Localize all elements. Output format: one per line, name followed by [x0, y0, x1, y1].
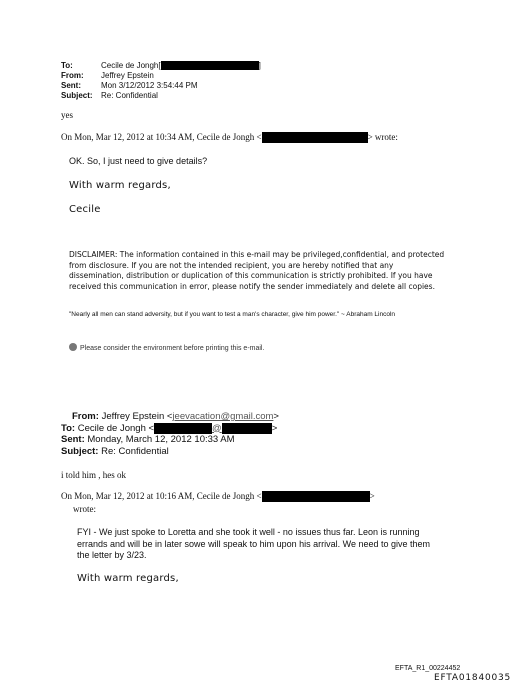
fwd-from-end: >	[273, 411, 279, 422]
fwd-from-email[interactable]: jeevacation@gmail.com	[172, 411, 274, 422]
subject-label: Subject:	[61, 91, 93, 100]
fwd-to-end: >	[271, 422, 278, 434]
quote-header-start: On Mon, Mar 12, 2012 at 10:16 AM, Cecile de Jongh <	[61, 491, 262, 501]
quote-header-end: >	[369, 491, 375, 501]
quote-closing-2: With warm regards,	[77, 573, 179, 584]
sent-value: Mon 3/12/2012 3:54:44 PM	[101, 81, 198, 90]
environment-note	[69, 343, 264, 352]
quote-wrote: wrote:	[73, 504, 96, 514]
quote-body-2: FYI - We just spoke to Loretta and she took it well - no issues thus far. Leon is running errands and will be in later sowe will speak to him upon his arrival. We need to give them the letter by 3/23.	[77, 527, 431, 560]
bracket: ]	[258, 61, 261, 70]
quote-line-1: OK. So, I just need to give details?	[69, 156, 208, 166]
from-label: From:	[61, 71, 84, 80]
bates-number-1: EFTA_R1_00224452	[395, 665, 461, 672]
to-label: To:	[61, 61, 73, 70]
to-value: Cecile de Jongh[	[101, 61, 161, 70]
fwd-sent-label: Sent:	[61, 434, 85, 445]
reply-text: yes	[61, 110, 73, 120]
fwd-sent-value: Monday, March 12, 2012 10:33 AM	[87, 434, 235, 445]
fwd-subject-label: Subject:	[61, 445, 99, 457]
leaf-icon	[69, 343, 77, 351]
reply-text-2: i told him , hes ok	[61, 470, 126, 480]
fwd-to-at: @	[212, 422, 222, 434]
quote-header-1	[61, 132, 398, 143]
email-header	[61, 61, 261, 101]
disclaimer-text: DISCLAIMER: The information contained in this e-mail may be privileged,confidential, and protected from disclosure. If you are not the intended recipient, you are hereby notified that any dissemination, distribution or duplication of this communication is strictly prohibited. If you have received this communication in error, please notify the sender immediately and delete all copies.	[69, 250, 445, 291]
redaction-box	[161, 61, 259, 70]
bates-number-2: EFTA01840035	[434, 673, 512, 683]
sent-label: Sent:	[61, 81, 81, 90]
lincoln-quote: "Nearly all men can stand adversity, but if you want to test a man's character, give him power." ~ Abraham Lincoln	[69, 311, 396, 318]
quote-header-start: On Mon, Mar 12, 2012 at 10:34 AM, Cecile de Jongh <	[61, 132, 262, 142]
fwd-to-value: Cecile de Jongh <	[77, 422, 155, 434]
environment-text: Please consider the environment before printing this e-mail.	[80, 345, 265, 352]
fwd-from-label: From:	[72, 411, 99, 422]
from-value: Jeffrey Epstein	[101, 71, 154, 80]
quote-closing: With warm regards,	[69, 180, 171, 191]
redaction-box	[262, 132, 368, 143]
forwarded-header	[61, 411, 279, 457]
fwd-to-label: To:	[61, 422, 76, 434]
fwd-subject-value: Re: Confidential	[101, 445, 169, 457]
redaction-box	[222, 423, 272, 434]
redaction-box	[154, 423, 212, 434]
quote-header-end: > wrote:	[367, 132, 398, 142]
redaction-box	[262, 491, 370, 502]
quote-header-2	[61, 491, 375, 502]
quote-signature: Cecile	[69, 204, 101, 215]
fwd-from-name: Jeffrey Epstein <	[101, 411, 173, 422]
subject-value: Re: Confidential	[101, 91, 158, 100]
